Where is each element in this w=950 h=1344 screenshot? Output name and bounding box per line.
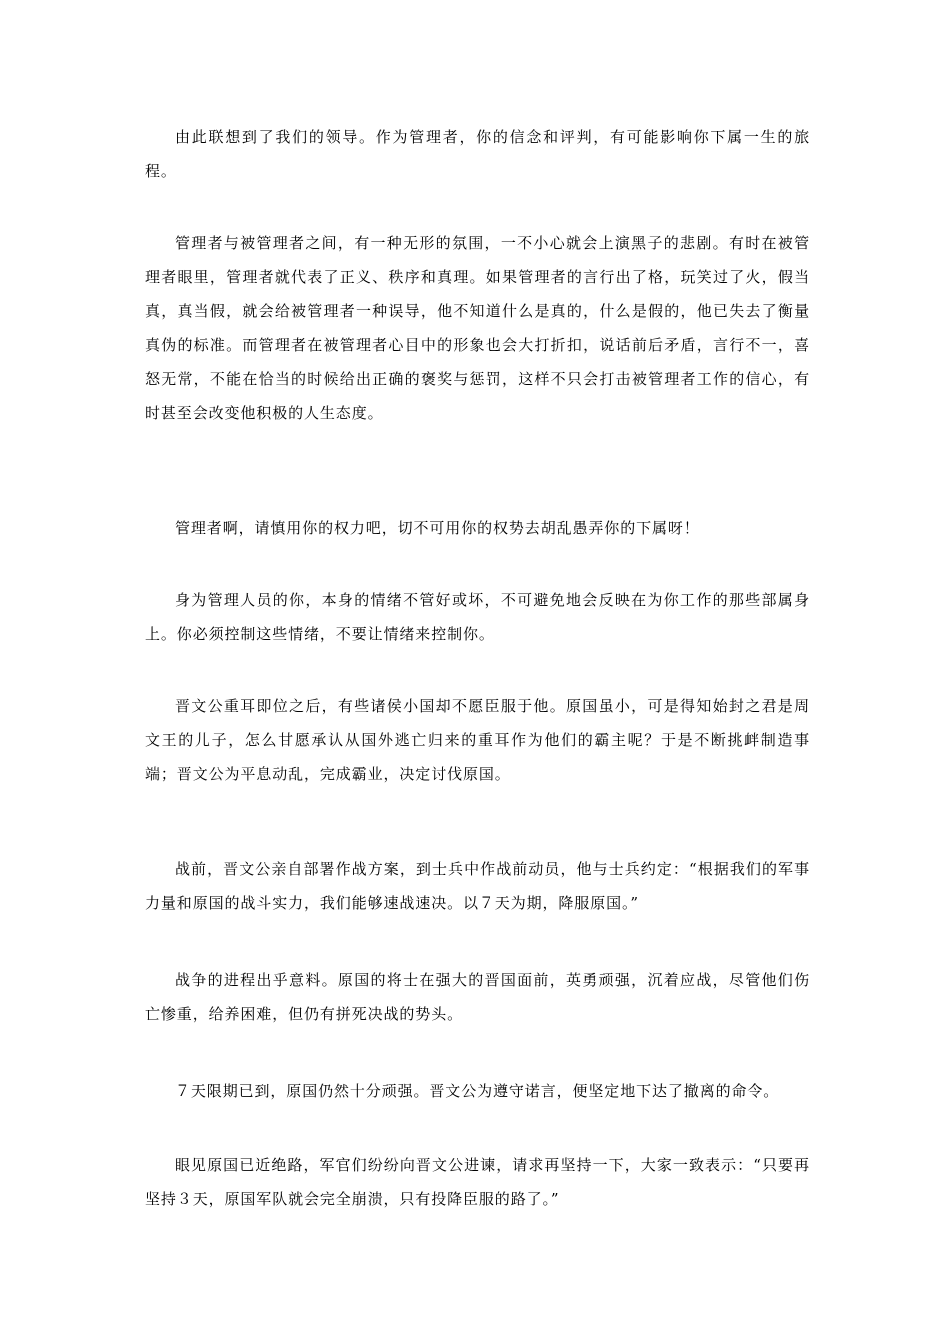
paragraph-6: 战前，晋文公亲自部署作战方案，到士兵中作战前动员，他与士兵约定：“根据我们的军事力量和原国的战斗实力，我们能够速战速决。以７天为期，降服原国。”	[145, 860, 810, 912]
paragraph-9: 眼见原国已近绝路，军官们纷纷向晋文公进谏，请求再坚持一下，大家一致表示：“只要再坚持３天，原国军队就会完全崩溃，只有投降臣服的路了。”	[145, 1156, 810, 1208]
paragraph-8: ７天限期已到，原国仍然十分顽强。晋文公为遵守诺言，便坚定地下达了撤离的命令。	[175, 1082, 780, 1100]
paragraph-4: 身为管理人员的你，本身的情绪不管好或坏，不可避免地会反映在为你工作的那些部属身上。你必须控制这些情绪，不要让情绪来控制你。	[145, 591, 810, 643]
paragraph-2: 管理者与被管理者之间，有一种无形的氛围，一不小心就会上演黑子的悲剧。有时在被管理者眼里，管理者就代表了正义、秩序和真理。如果管理者的言行出了格，玩笑过了火，假当真，真当假，就会给被管理者一种误导，他不知道什么是真的，什么是假的，他已失去了衡量真伪的标准。而管理者在被管理者心目中的形象也会大打折扣，说话前后矛盾，言行不一，喜怒无常，不能在恰当的时候给出正确的褒奖与惩罚，这样不只会打击被管理者工作的信心，有时甚至会改变他积极的人生态度。	[145, 234, 810, 422]
paragraph-1: 由此联想到了我们的领导。作为管理者，你的信念和评判，有可能影响你下属一生的旅程。	[145, 128, 810, 180]
paragraph-5: 晋文公重耳即位之后，有些诸侯小国却不愿臣服于他。原国虽小，可是得知始封之君是周文王的儿子，怎么甘愿承认从国外逃亡归来的重耳作为他们的霸主呢？于是不断挑衅制造事端；晋文公为平息动乱，完成霸业，决定讨伐原国。	[145, 697, 810, 783]
paragraph-3: 管理者啊，请慎用你的权力吧，切不可用你的权势去胡乱愚弄你的下属呀！	[175, 519, 700, 537]
paragraph-7: 战争的进程出乎意料。原国的将士在强大的晋国面前，英勇顽强，沉着应战，尽管他们伤亡惨重，给养困难，但仍有拼死决战的势头。	[145, 971, 810, 1023]
